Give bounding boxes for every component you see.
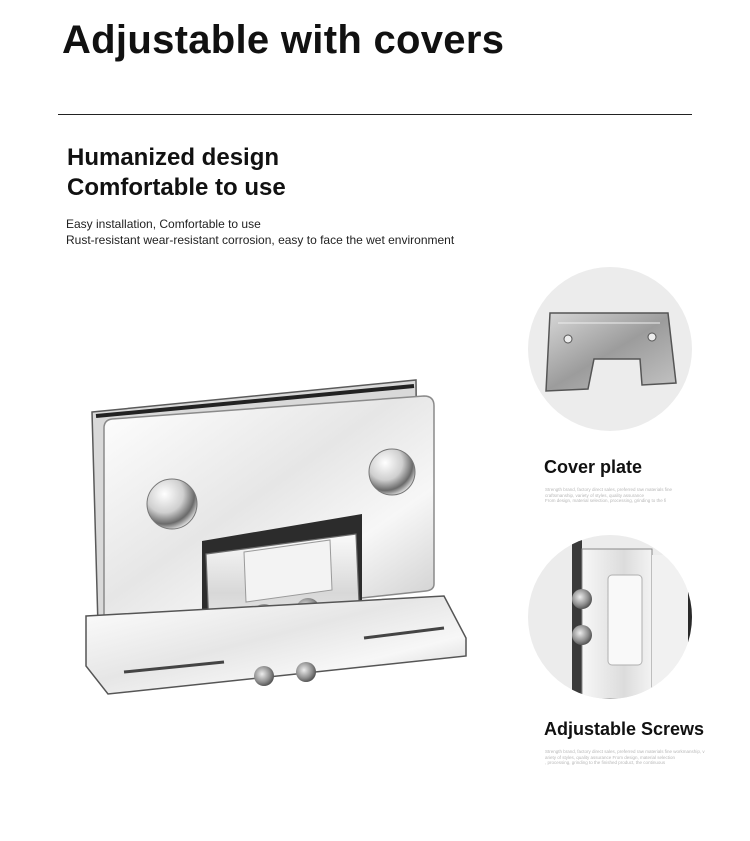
title-divider xyxy=(58,114,692,115)
adjustable-screws-image xyxy=(528,535,692,699)
fine-print-line: ariety of styles, quality assurance From design, material selection xyxy=(545,754,676,760)
feature-title-adjustable-screws: Adjustable Screws xyxy=(544,719,705,739)
feature-title-cover-plate: Cover plate xyxy=(544,457,643,477)
fine-print-line: Strength brand, factory direct sales, preferred raw materials fine xyxy=(545,487,673,492)
description-line-1: Easy installation, Comfortable to use xyxy=(66,217,261,231)
fine-print-line: craftsmanship, variety of styles, quality assurance xyxy=(545,492,645,498)
cover-plate-fine-print xyxy=(545,487,695,504)
headline-line-1: Humanized design xyxy=(67,144,280,171)
fine-print-line: , processing, grinding to the finished product, the continuous xyxy=(545,760,666,765)
cover-plate-image xyxy=(528,267,692,431)
description-line-2: Rust-resistant wear-resistant corrosion, easy to face the wet environment xyxy=(66,233,455,247)
fine-print-line: From design, material selection, processing, grinding to the fi xyxy=(545,498,667,503)
fine-print-line: Strength brand, factory direct sales, preferred raw materials fine workmanship, v xyxy=(545,749,705,754)
page-title: Adjustable with covers xyxy=(62,18,505,62)
headline-line-2: Comfortable to use xyxy=(67,174,286,201)
hinge-product-image xyxy=(84,376,474,706)
adjustable-screws-fine-print xyxy=(545,749,715,766)
